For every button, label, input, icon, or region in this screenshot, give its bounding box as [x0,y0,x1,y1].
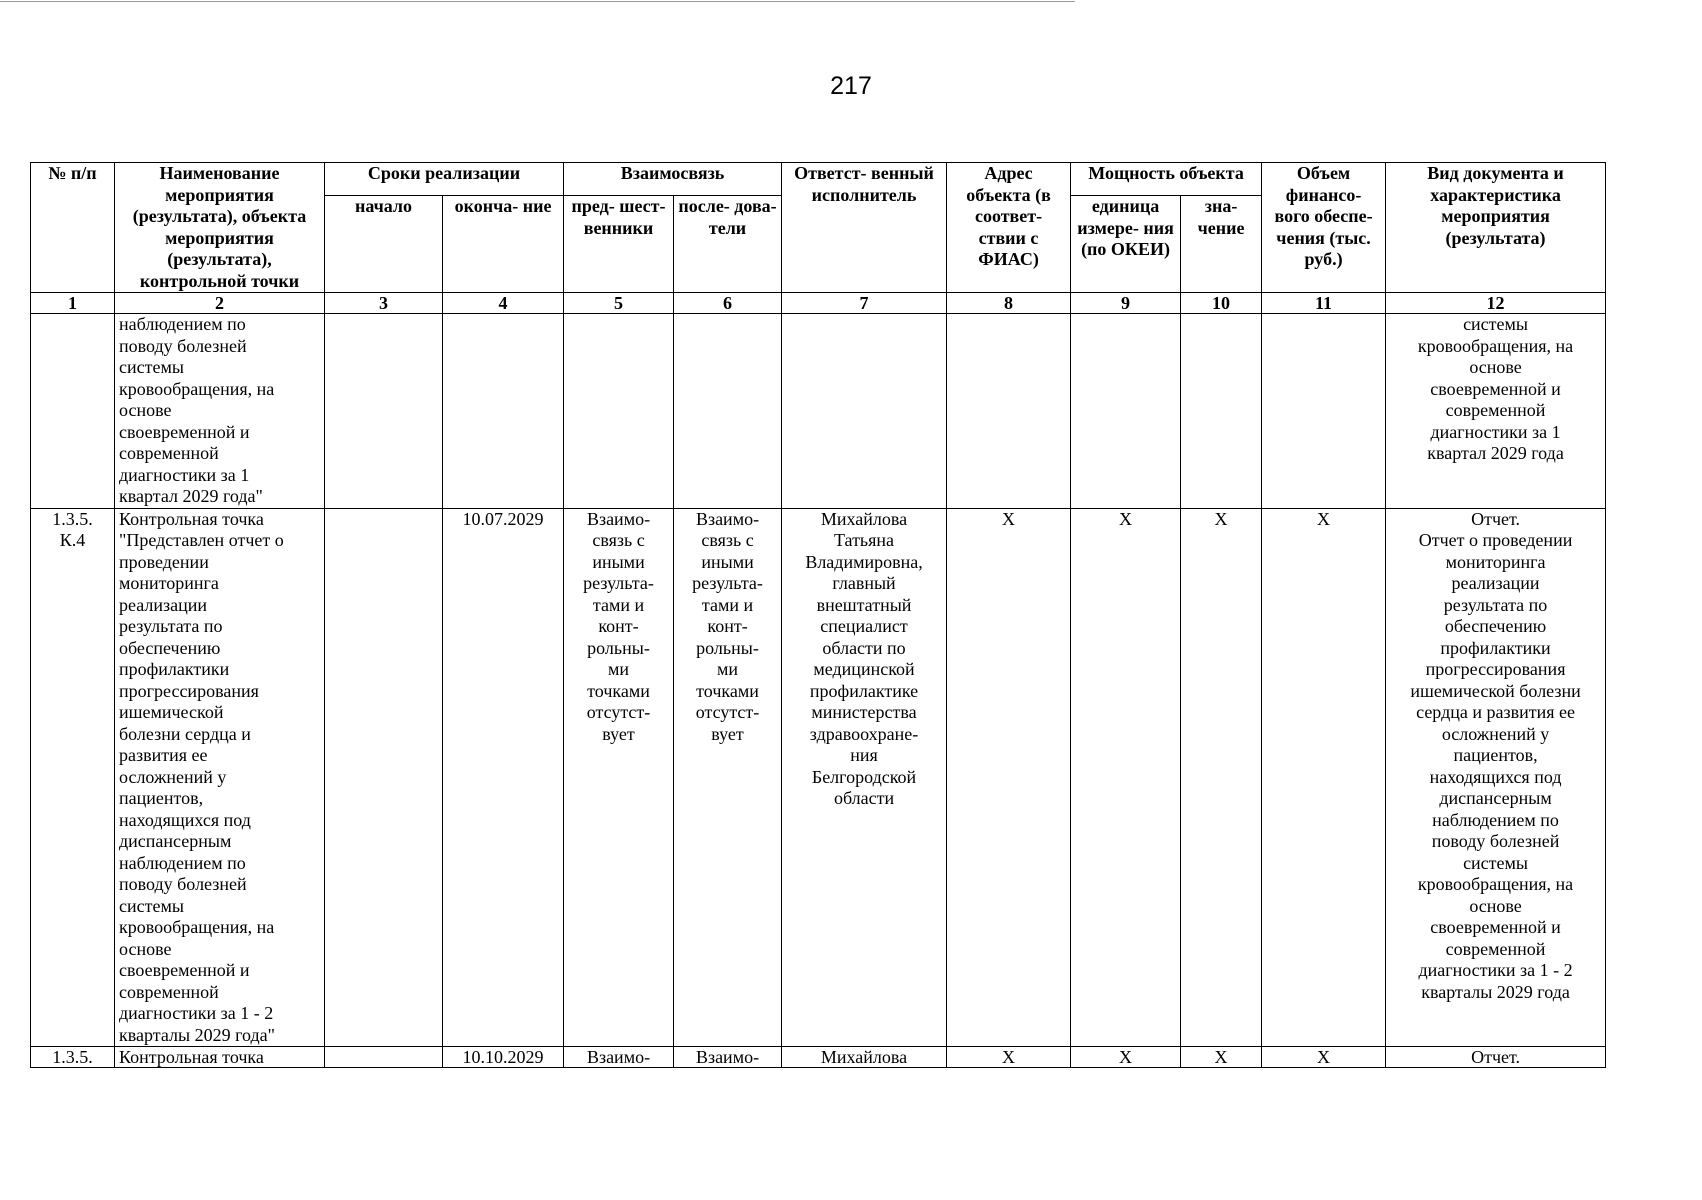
column-number: 5 [564,293,674,314]
row-predecessors [564,314,674,509]
header-terms-start: начало [325,196,443,293]
table-row [31,508,1606,1047]
header-links-predecessors: пред- шест- венники [564,196,674,293]
row-number [31,314,115,509]
row-value: X [1181,508,1262,1047]
row-start [325,508,443,1047]
row-finance: X [1262,508,1386,1047]
row-address: X [947,1047,1071,1068]
row-responsible [782,314,947,509]
row-value [1181,314,1262,509]
header-terms-end: оконча- ние [443,196,564,293]
column-number: 3 [325,293,443,314]
row-name: наблюдением по поводу болезней системы кровообращения, на основе своевременной и современной диагностики за 1 квартал 2029 года" [115,314,325,509]
header-responsible: Ответст- венный исполнитель [782,163,947,293]
column-number: 7 [782,293,947,314]
header-address: Адрес объекта (в соответ- ствии с ФИАС) [947,163,1071,293]
row-number: 1.3.5. К.4 [31,508,115,1047]
row-document: Отчет. [1386,1047,1606,1068]
table-row [31,1047,1606,1068]
column-number: 2 [115,293,325,314]
column-number: 8 [947,293,1071,314]
row-document: системы кровообращения, на основе своевременной и современной диагностики за 1 квартал 2029 года [1386,314,1606,509]
row-predecessors: Взаимо- связь с иными результа- тами и конт- рольны- ми точками отсутст- вует [564,508,674,1047]
top-rule [0,1,1075,2]
row-name: Контрольная точка "Представлен отчет о проведении мониторинга реализации результата по обеспечению профилактики прогрессирования ишемической болезни сердца и развития ее осложнений у пациентов, находящихся под диспансерным наблюдением по поводу болезней системы кровообращения, на основе своевременной и современной диагностики за 1 - 2 кварталы 2029 года" [115,508,325,1047]
header-finance: Объем финансо- вого обеспе- чения (тыс. руб.) [1262,163,1386,293]
row-start [325,1047,443,1068]
row-end [443,314,564,509]
row-unit: X [1071,1047,1181,1068]
column-number: 6 [674,293,782,314]
column-number: 10 [1181,293,1262,314]
header-num: № п/п [31,163,115,293]
row-end: 10.07.2029 [443,508,564,1047]
implementation-plan-table [30,162,1606,1068]
row-name: Контрольная точка [115,1047,325,1068]
column-number: 12 [1386,293,1606,314]
column-number-row [31,293,1606,314]
row-start [325,314,443,509]
header-name: Наименование мероприятия (результата), объекта мероприятия (результата), контрольной точки [115,163,325,293]
row-successors: Взаимо- связь с иными результа- тами и конт- рольны- ми точками отсутст- вует [674,508,782,1047]
page-number: 217 [830,72,872,100]
row-address: X [947,508,1071,1047]
header-links: Взаимосвязь [564,163,782,196]
row-successors: Взаимо- [674,1047,782,1068]
header-capacity-unit: единица измере- ния (по ОКЕИ) [1071,196,1181,293]
table-row [31,314,1606,509]
row-successors [674,314,782,509]
column-number: 4 [443,293,564,314]
header-document: Вид документа и характеристика мероприятия (результата) [1386,163,1606,293]
column-number: 11 [1262,293,1386,314]
row-responsible: Михайлова [782,1047,947,1068]
header-capacity: Мощность объекта [1071,163,1262,196]
header-capacity-value: зна- чение [1181,196,1262,293]
row-finance: X [1262,1047,1386,1068]
row-responsible: Михайлова Татьяна Владимировна, главный внештатный специалист области по медицинской профилактике министерства здравоохране- ния Белгородской области [782,508,947,1047]
row-predecessors: Взаимо- [564,1047,674,1068]
table-header [31,163,1606,293]
row-finance [1262,314,1386,509]
column-number: 9 [1071,293,1181,314]
row-unit: X [1071,508,1181,1047]
column-number: 1 [31,293,115,314]
row-end: 10.10.2029 [443,1047,564,1068]
row-unit [1071,314,1181,509]
row-address [947,314,1071,509]
header-links-successors: после- дова- тели [674,196,782,293]
row-number: 1.3.5. [31,1047,115,1068]
row-document: Отчет. Отчет о проведении мониторинга реализации результата по обеспечению профилактики прогрессирования ишемической болезни сердца и развития ее осложнений у пациентов, находящихся под диспансерным наблюдением по поводу болезней системы кровообращения, на основе своевременной и современной диагностики за 1 - 2 кварталы 2029 года [1386,508,1606,1047]
header-terms: Сроки реализации [325,163,564,196]
row-value: X [1181,1047,1262,1068]
